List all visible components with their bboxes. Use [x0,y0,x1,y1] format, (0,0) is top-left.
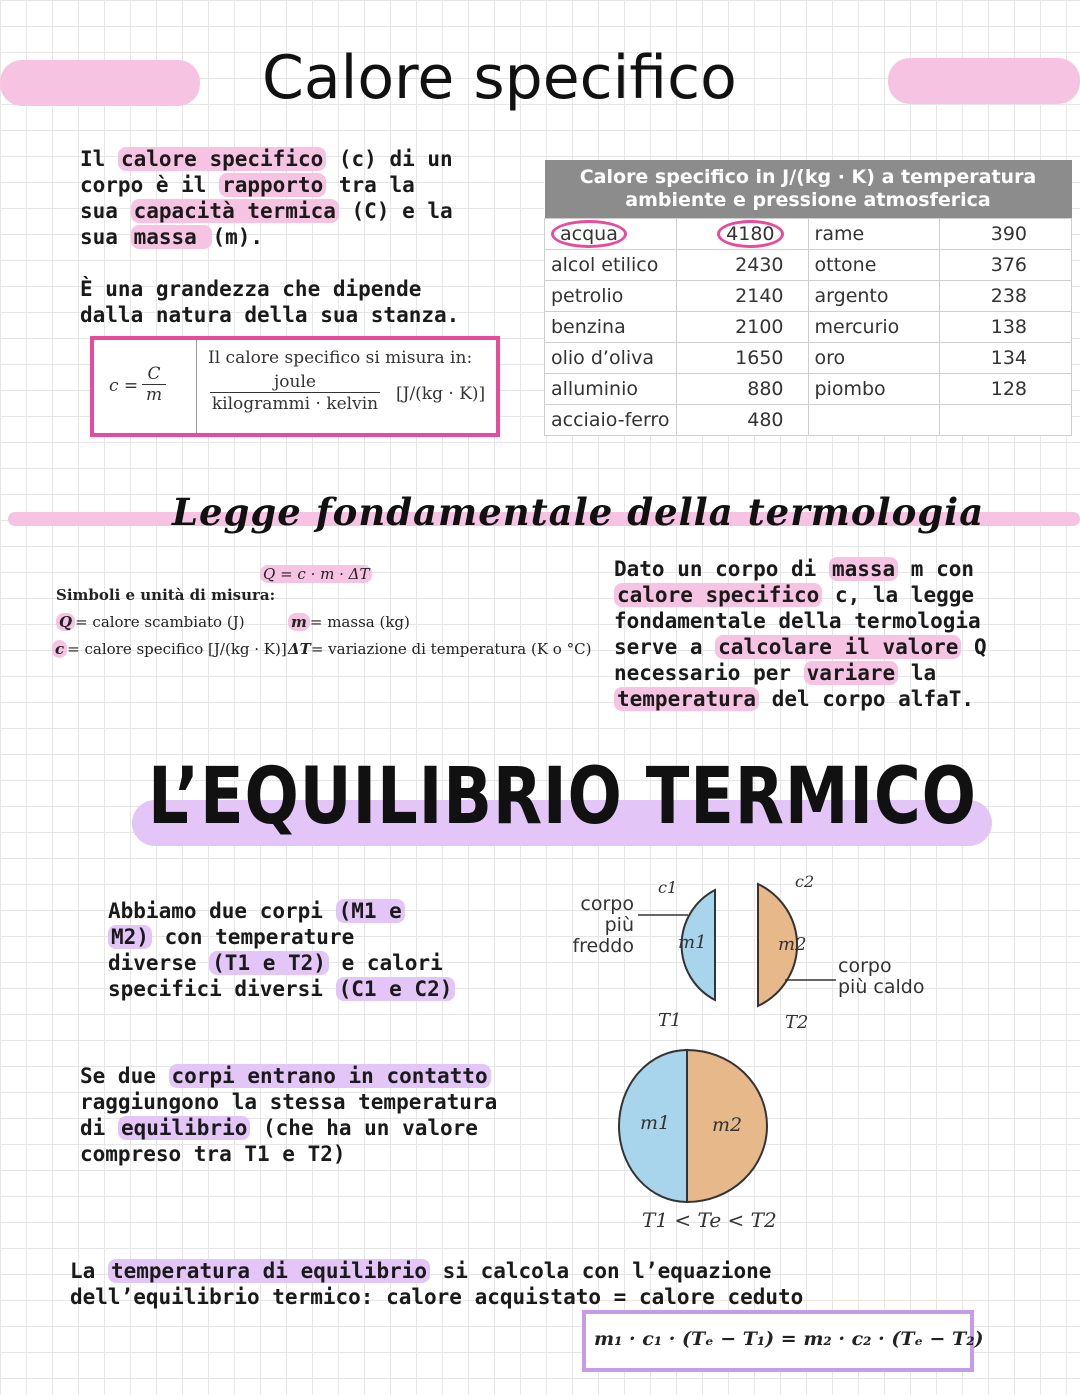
table-cell-value: 390 [940,219,1072,250]
table-cell-substance: acciaio-ferro [545,405,677,436]
symbols-heading: Simboli e unità di misura: [56,586,276,604]
label-m1-top: m1 [678,932,707,953]
unit-heading: Il calore specifico si misura in: [208,348,473,368]
intro-definition: Il calore specifico (c) di un corpo è il rapporto tra la sua capacità termica (C) e la sua massa (m). [80,147,453,249]
table-body [545,219,1072,436]
table-cell-substance: oro [808,343,940,374]
table-cell-substance: mercurio [808,312,940,343]
table-cell-substance: benzina [545,312,677,343]
table-cell-substance: piombo [808,374,940,405]
unit-formula-box [90,336,500,437]
table-cell-value: 134 [940,343,1072,374]
table-header-line2: ambiente e pressione atmosferica [625,189,991,211]
page-title: Calore specifico [262,43,737,113]
cold-label: corpo più freddo [572,893,634,957]
contact-text: Se due corpi entrano in contatto raggiungono la stessa temperatura di equilibrio (che ha un valore compreso tra T1 e T2) [80,1064,498,1166]
specific-heat-table-wrap [544,160,1072,436]
table-cell-value: 2430 [676,250,808,281]
title-bar-left [0,60,200,106]
table-row [545,374,1072,405]
table-header [545,160,1072,219]
intro-dependence: È una grandezza che dipende dalla natura della sua stanza. [80,277,460,327]
law-description-line: calore specifico c, la legge [614,582,987,608]
formula-c-equals: c = [109,376,139,396]
specific-heat-table [544,160,1072,436]
label-m1-bottom: m1 [640,1112,671,1134]
symbol-dt: ΔT= variazione di temperatura (K o °C) [288,640,592,658]
equilibrium-equation: m₁ · c₁ · (Tₑ − T₁) = m₂ · c₂ · (Tₑ − T₂) [594,1328,984,1350]
law-title: Legge fondamentale della termologia [172,490,985,534]
table-row [545,343,1072,374]
symbol-m: m = massa (kg) [288,613,410,631]
temperature-relation: T1 < Te < T2 [642,1208,777,1232]
title-bar-right [888,58,1080,104]
table-cell-value: 2100 [676,312,808,343]
label-c1: c1 [658,878,678,897]
table-cell-value: 1650 [676,343,808,374]
table-header-line1: Calore specifico in J/(kg · K) a temperatura [579,166,1037,188]
law-description [614,556,987,712]
table-row [545,312,1072,343]
hot-label: corpo più caldo [838,955,925,998]
table-cell-value [940,405,1072,436]
table-cell-value: 480 [676,405,808,436]
table-cell-value: 2140 [676,281,808,312]
final-text: La temperatura di equilibrio si calcola con l’equazione dell’equilibrio termico: calore acquistato = calore ceduto [70,1259,804,1309]
contact-bodies-diagram [600,1040,780,1220]
table-cell-substance: argento [808,281,940,312]
label-t2: T2 [785,1012,809,1033]
symbol-q: Q = calore scambiato (J) [56,613,245,631]
table-cell-substance: petrolio [545,281,677,312]
label-t1: T1 [658,1010,682,1031]
table-row [545,250,1072,281]
unit-fraction: joule kilogrammi · kelvin [211,372,379,414]
table-cell-substance [808,405,940,436]
table-cell-substance: alluminio [545,374,677,405]
table-row [545,219,1072,250]
table-row [545,405,1072,436]
unit-short: [J/(kg · K)] [396,384,486,404]
unit-box-divider [196,340,197,433]
table-cell-value: 4180 [676,219,808,250]
table-cell-value: 376 [940,250,1072,281]
law-description-line: necessario per variare la [614,661,937,685]
formula-fraction: C m [142,364,166,405]
table-cell-value: 880 [676,374,808,405]
table-row [545,281,1072,312]
table-cell-value: 138 [940,312,1072,343]
table-cell-value: 238 [940,281,1072,312]
symbol-c: c = calore specifico [J/(kg · K)] [52,640,287,658]
law-description-line: Dato un corpo di massa m con [614,557,975,581]
table-cell-value: 128 [940,374,1072,405]
law-formula: Q = c · m · ΔT [260,565,372,583]
law-description-line: temperatura del corpo alfaT. [614,686,987,712]
label-c2: c2 [795,872,815,891]
table-cell-substance: ottone [808,250,940,281]
label-m2-bottom: m2 [712,1114,743,1136]
table-cell-substance: rame [808,219,940,250]
bodies-text: Abbiamo due corpi (M1 e M2) con temperature diverse (T1 e T2) e calori specifici diversi (C1 e C2) [108,898,455,1002]
equilibrium-equation-box [582,1310,984,1372]
label-m2-top: m2 [778,934,807,955]
table-cell-substance: acqua [545,219,677,250]
law-description-line: fondamentale della termologia [614,609,981,633]
law-description-line: serve a calcolare il valore Q [614,635,987,659]
table-cell-substance: olio d’oliva [545,343,677,374]
table-cell-substance: alcol etilico [545,250,677,281]
equilibrium-title: L’EQUILIBRIO TERMICO [148,752,977,842]
